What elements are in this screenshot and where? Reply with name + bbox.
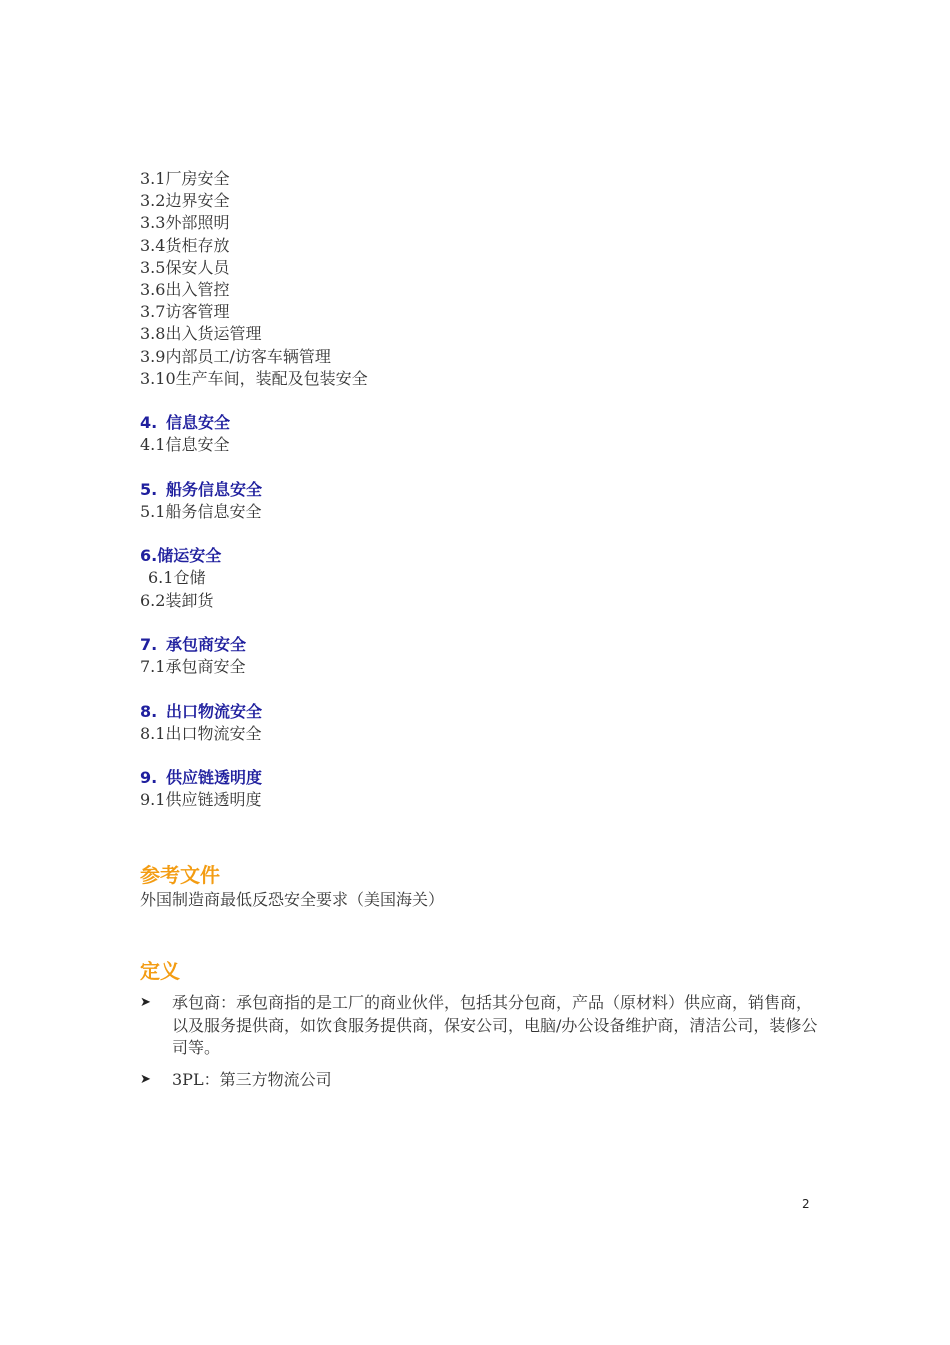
section-number: 5. (140, 479, 158, 499)
toc-item: 3.5保安人员 (140, 257, 230, 277)
section-number: 4. (140, 413, 158, 433)
section-title: 信息安全 (166, 413, 231, 433)
toc-item: 7.1承包商安全 (140, 657, 246, 677)
section-heading-5 (140, 479, 820, 501)
references-text: 外国制造商最低反恐安全要求（美国海关） (140, 890, 445, 909)
toc-item: 6.2装卸货 (140, 590, 214, 610)
section-number: 8. (140, 701, 158, 721)
toc-item: 3.9内部员工/访客车辆管理 (140, 346, 331, 366)
toc-item: 9.1供应链透明度 (140, 790, 262, 810)
section-title: 船务信息安全 (166, 479, 263, 499)
section-title: 储运安全 (157, 546, 222, 566)
definition-text: 承包商：承包商指的是工厂的商业伙伴，包括其分包商，产品（原材料）供应商，销售商，以及服务提供商，如饮食服务提供商，保安公司，电脑/办公设备维护商，清洁公司，装修公司等。 (172, 993, 818, 1057)
toc-item: 3.10生产车间，装配及包装安全 (140, 368, 368, 388)
toc-item: 3.1厂房安全 (140, 169, 230, 188)
toc-item: 3.2边界安全 (140, 191, 230, 211)
toc-item: 6.1仓储 (148, 568, 206, 588)
arrow-bullet-icon: ➤ (140, 995, 151, 1010)
section-heading-9 (140, 767, 820, 789)
section-heading-6 (140, 545, 820, 567)
references-heading: 参考文件 (140, 863, 220, 887)
toc-item: 8.1出口物流安全 (140, 723, 262, 743)
section-heading-8 (140, 701, 820, 723)
list-item (140, 1069, 820, 1092)
section-heading-4 (140, 412, 820, 434)
toc-item: 3.4货柜存放 (140, 235, 230, 255)
toc-item: 5.1船务信息安全 (140, 501, 262, 521)
toc-item: 4.1信息安全 (140, 435, 230, 455)
section-number: 9. (140, 768, 158, 788)
definition-text: 3PL：第三方物流公司 (172, 1069, 332, 1089)
section-title: 承包商安全 (166, 634, 247, 654)
toc-item: 3.7访客管理 (140, 302, 230, 322)
section-title: 出口物流安全 (166, 701, 263, 721)
definitions-list (140, 992, 820, 1100)
page-number: 2 (802, 1197, 810, 1211)
table-of-contents (140, 168, 820, 811)
toc-item: 3.3外部照明 (140, 213, 230, 233)
section-heading-7 (140, 634, 820, 656)
section-number: 6. (140, 546, 158, 566)
list-item (140, 992, 820, 1060)
toc-item: 3.8出入货运管理 (140, 324, 262, 344)
toc-item: 3.6出入管控 (140, 279, 230, 299)
section-number: 7. (140, 634, 158, 654)
definitions-heading: 定义 (140, 959, 180, 983)
section-title: 供应链透明度 (166, 768, 263, 788)
arrow-bullet-icon: ➤ (140, 1071, 151, 1087)
